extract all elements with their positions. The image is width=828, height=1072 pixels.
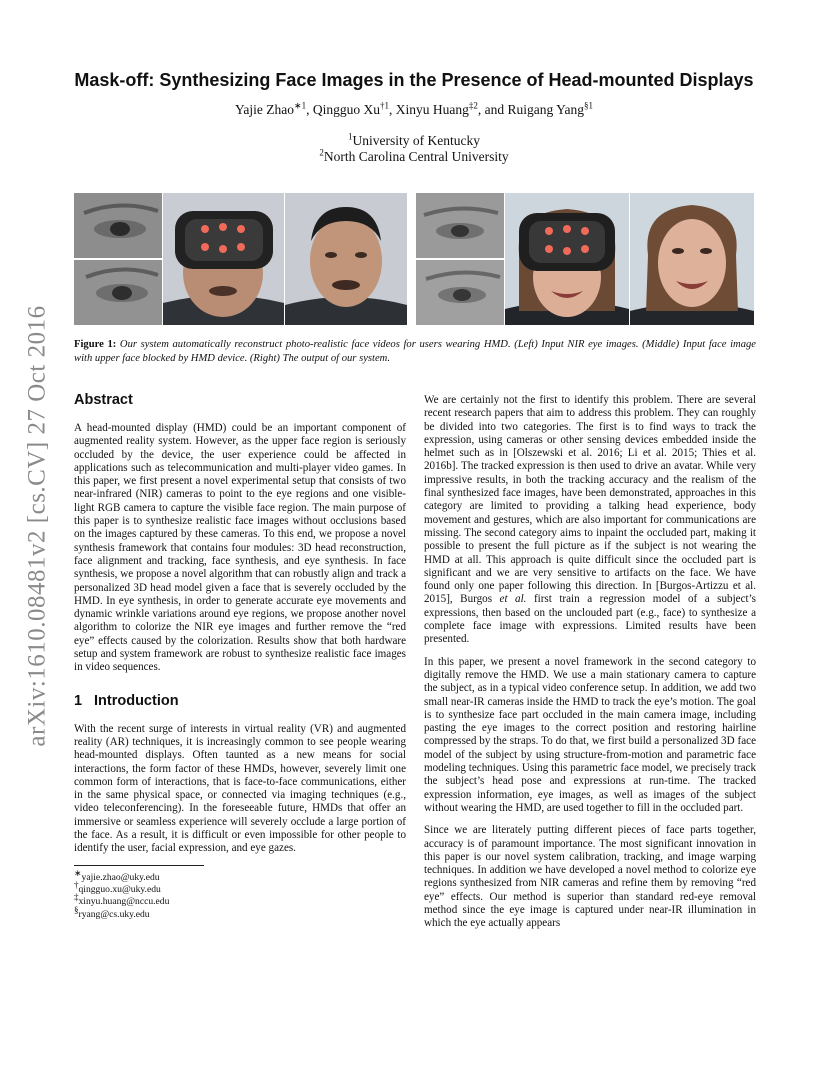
- figure-caption-text: Our system automatically reconstruct photo-realistic face videos for users wearing HMD. (Left) Input NIR eye images. (Middle) Input face image with upper face blocked by HMD device. (Right) The output of our system.: [74, 339, 756, 364]
- teaser-figure: [74, 193, 754, 325]
- footnote: ‡xinyu.huang@nccu.edu: [74, 892, 170, 908]
- footnote: †qingguo.xu@uky.edu: [74, 879, 161, 896]
- synthesized-output-image: [285, 193, 407, 325]
- body-paragraph: We are certainly not the first to identify this problem. There are several recent research papers that aim to address this problem. They can roughly be divided into two categories. The first is to find ways to track the expression, using cameras or other sensing devices embedded inside the helmet such as in [Olszewski et al. 2016; Li et al. 2015; Thies et al. 2016b]. The tracked expression is then used to drive an avatar. While very impressive results, in both the tracking accuracy and the realism of the final synthesized face images, have been demonstrated, approaches in this category are limited to providing a talking head experience, body movement and gestures, which are also important for communications are missing. The second category aims to inpaint the occluded part, making it possible to present the full picture as if the subject is not wearing the HMD at all. This approach is quite difficult since the occluded part is significant and we are very sensitive to artifacts on the face. We have found only one paper following this direction. In [Burgos-Artizzu et al. 2015], Burgos et al. first train a regression model of a subject’s expressions, then based on the unclouded part (e.g., face) to synthesize a complete face image with expressions. Limited results have been presented.: [424, 394, 756, 646]
- left-column: [74, 388, 406, 921]
- hmd-input-image: [163, 193, 284, 325]
- author: Qingguo Xu$^{\dagger 1}$,: [312, 100, 396, 117]
- nir-eye-images: [74, 193, 162, 325]
- paper-title: Mask-off: Synthesizing Face Images in the Presence of Head-mounted Displays: [74, 70, 754, 90]
- author: Yajie Zhao$^{∗1}$,: [235, 100, 313, 117]
- introduction-heading: [74, 689, 406, 709]
- synthesized-output-image: [630, 193, 754, 325]
- introduction-text: With the recent surge of interests in virtual reality (VR) and augmented reality (AR) techniques, it is increasingly common to see people wearing head-mounted displays. Often taunted as a new means for social interactions, the form factor of these HMDs, however, severely limit one common form of interactions, that is face-to-face communications, either in the same physical space, or connected via imaging techniques (e.g., video teleconferencing). In the foreseeable future, HMDs that offer an immersive or seamless experience will severely occlude a large portion of the face. As a result, it is difficult or even impossible for other people to identify the user, facial expression, and eye gazes.: [74, 722, 406, 855]
- footnote: §ryang@cs.uky.edu: [74, 904, 150, 920]
- abstract-text: A head-mounted display (HMD) could be an important component of augmented reality system. However, as the upper face region is seriously occluded by the device, the user experience could be affected in applications such as telecommunication and multi-player video games. In this paper, we first present a novel experimental setup that consists of two near-infrared (NIR) cameras to point to the eye regions and one visible-light RGB camera to capture the visible face region. The main purpose of this paper is to synthesize realistic face images without occlusions based on the images captured by these cameras. To this end, we propose a novel synthesis framework that contains four modules: 3D head reconstruction, face alignment and tracking, face synthesis, and eye synthesis. In face synthesis, we propose a novel algorithm that can robustly align and track a personalized 3D head model given a face that is severely occluded by the HMD. In eye synthesis, in order to generate accurate eye movements and dynamic wrinkle variations around eye regions, we propose another novel algorithm to colorize the NIR eye images and further remove the “red eye” effects caused by the colorization. Results show that both hardware setup and system framework are robust to synthesize realistic face images in video sequences.: [74, 422, 406, 674]
- body-paragraph: In this paper, we present a novel framework in the second category to digitally remove the HMD. We use a main stationary camera to capture the subject, as in a typical video conference setup. In addition, we add two small near-IR cameras inside the HMD to track the eye’s motion. The goal is to synthesize face part occluded in the main camera image, including pasting the eye images to the correct position and restoring hairline compressed by the straps. To do that, we first build a personalized 3D face model of the subject by using structure-from-motion and parametric face modeling techniques. Using this parametric face model, we precisely track the subject’s head pose and expressions at run-time. The tracked expression information, eye images, as well as images of the subject without wearing the HMD, are used together to fill in the occluded part.: [424, 655, 756, 814]
- hmd-input-image: [505, 193, 629, 325]
- body-paragraph: Since we are literately putting different pieces of face parts together, accuracy is of paramount importance. The most significant innovation in this paper is our novel system calibration, tracking, and image warping techniques. In addition we have developed a novel method to colorize eye regions synthesized from NIR cameras and refine them by removing “red eye” effects. Our method is superior than standard red-eye removal method since the eye image is captured under near-IR illumination in which the eye actually appears: [424, 824, 756, 930]
- right-column: [424, 394, 756, 940]
- author: Ruigang Yang$^{\S 1}$: [507, 100, 593, 117]
- footnote-divider: [74, 865, 204, 866]
- figure-label: Figure 1:: [74, 339, 117, 350]
- footnote: ∗yajie.zhao@uky.edu: [74, 867, 160, 883]
- affiliation: $^2$North Carolina Central University: [319, 147, 509, 164]
- section-number: 1: [74, 692, 83, 709]
- figure-caption: [74, 338, 756, 366]
- affiliation: $^1$University of Kentucky: [348, 131, 480, 148]
- author: Xinyu Huang$^{\ddagger 2}$, and: [395, 100, 508, 117]
- author-list: [60, 102, 768, 118]
- abstract-heading: Abstract: [74, 392, 133, 408]
- arxiv-identifier: arXiv:1610.08481v2 [cs.CV] 27 Oct 2016: [24, 305, 52, 747]
- section-title: Introduction: [94, 692, 179, 709]
- nir-eye-images: [416, 193, 504, 325]
